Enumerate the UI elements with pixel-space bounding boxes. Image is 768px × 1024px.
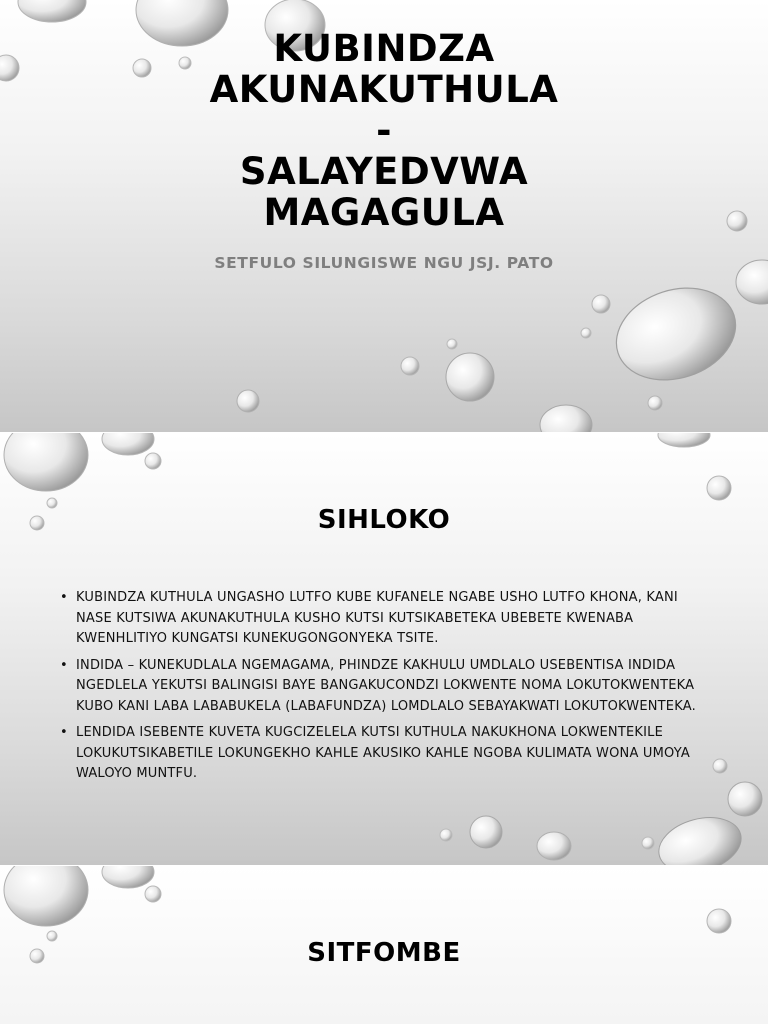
- title-line: AKUNAKUTHULA: [209, 68, 559, 111]
- title-line: MAGAGULA: [263, 191, 505, 234]
- slide-heading: SIHLOKO: [317, 505, 451, 535]
- slide-heading: SITFOMBE: [307, 938, 461, 968]
- bullet-text: KUBINDZA KUTHULA UNGASHO LUTFO KUBE KUFANELE NGABE USHO LUTFO KHONA, KANI NASE KUTSIWA AKUNAKUTHULA KUSHO KUTSI KUTSIKABETEKA UBEBETE KWENABA KWENHLITIYO KUNGATSI KUNEKUGONGONYEKA TSITE.: [76, 590, 678, 646]
- bullet-text: INDIDA – KUNEKUDLALA NGEMAGAMA, PHINDZE KAKHULU UMDLALO USEBENTISA INDIDA NGEDLELA YEKUTSI BALINGISI BAYE BANGAKUCONDZI LOKWENTE NOMA LOKUTOKWENTEKA KUBO KANI LABA LABABUKELA (LABAFUNDZA) LOMDLALO SEBAYAKWATI LOKUTOKWENTEKA.: [76, 657, 696, 714]
- bullet-glyph: •: [60, 657, 68, 673]
- picture-slide[interactable]: [0, 866, 768, 1024]
- list-item: [60, 588, 710, 650]
- bullet-glyph: •: [60, 725, 68, 740]
- title-line: KUBINDZA: [273, 27, 495, 70]
- list-item: [60, 656, 710, 718]
- title-line: -: [376, 109, 392, 152]
- presentation-subtitle: SETFULO SILUNGISWE NGU JSJ. PATO: [214, 254, 554, 272]
- theme-slide[interactable]: [0, 433, 768, 865]
- bullet-list: [60, 588, 710, 791]
- title-slide[interactable]: [0, 0, 768, 432]
- bullet-glyph: •: [60, 590, 68, 605]
- bullet-text: LENDIDA ISEBENTE KUVETA KUGCIZELELA KUTSI KUTHULA NAKUKHONA LOKWENTEKILE LOKUKUTSIKABETILE LOKUNGEKHO KAHLE AKUSIKO KAHLE NGOBA KULIMATA WONA UMOYA WALOYO MUNTFU.: [76, 725, 690, 781]
- list-item: [60, 723, 710, 785]
- title-line: SALAYEDVWA: [239, 150, 529, 193]
- presentation-title: [0, 28, 768, 233]
